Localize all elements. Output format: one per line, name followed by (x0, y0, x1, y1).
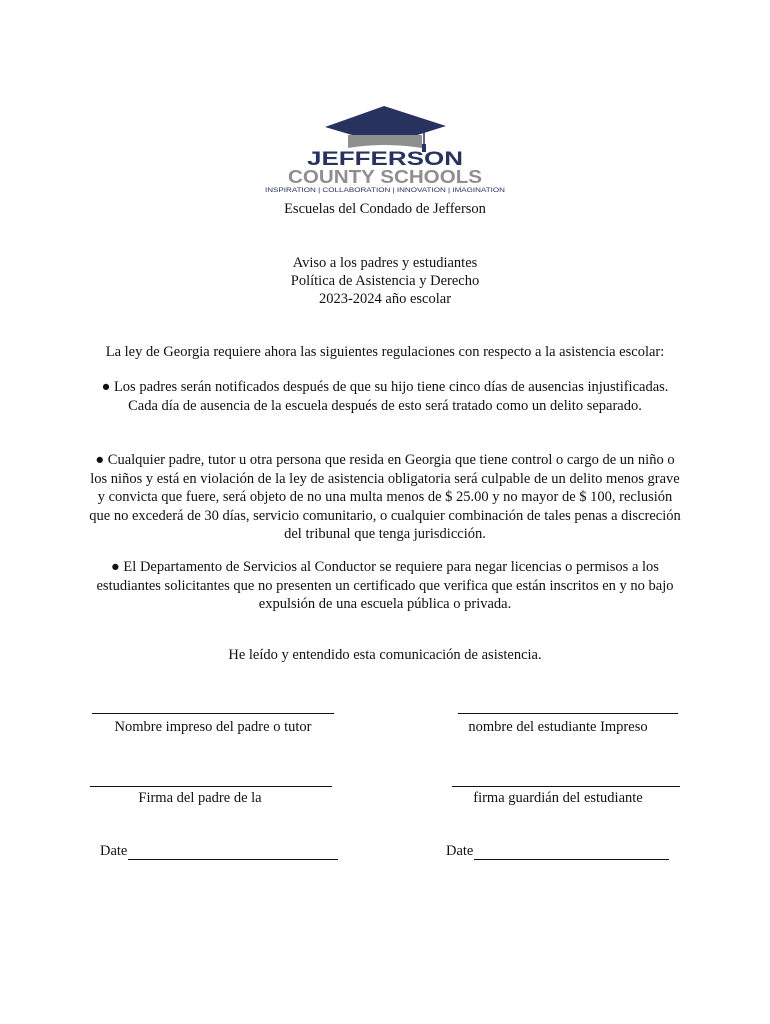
rule-paragraph-notification: ● Los padres serán notificados después de que su hijo tiene cinco días de ausencias injustificadas. Cada día de ausencia de la escuela después de esto será tratado como un delito separado. (101, 379, 669, 414)
policy-title: Política de Asistencia y Derecho (290, 273, 480, 289)
guardian-signature-label: firma guardián del estudiante (473, 790, 643, 806)
student-printed-name-line[interactable] (458, 713, 678, 714)
mortarboard-band (348, 135, 422, 148)
rule-paragraph-penalties: ● Cualquier padre, tutor u otra persona que resida en Georgia que tiene control o cargo de un niño o los niños y está en violación de la ley de asistencia obligatoria será culpable de un delito menos grave y convicta que fuere, será objeto de no una multa menos de $ 25.00 y no mayor de $ 100, reclusión que no excederá de 30 días, servicio comunitario, o cualquier combinación de tales penas a discreción del tribunal que tenga jurisdicción. (89, 452, 681, 542)
logo-tagline: INSPIRATION | COLLABORATION | INNOVATION | IMAGINATION (265, 188, 505, 194)
guardian-signature-line[interactable] (452, 786, 680, 787)
notice-title-block (0, 254, 770, 308)
school-name: Escuelas del Condado de Jefferson (284, 201, 486, 217)
school-logo (262, 104, 508, 196)
logo-line1: JEFFERSON (307, 149, 463, 170)
parent-signature-line[interactable] (90, 786, 332, 787)
date-label-left: Date (100, 843, 128, 859)
parent-printed-name-line[interactable] (92, 713, 334, 714)
date-blank-right[interactable] (474, 845, 669, 860)
date-label-right: Date (446, 843, 474, 859)
student-printed-name-label: nombre del estudiante Impreso (468, 719, 648, 735)
school-year: 2023-2024 año escolar (318, 291, 452, 307)
date-blank-left[interactable] (128, 845, 338, 860)
date-field-left[interactable] (100, 843, 338, 860)
logo-line2: COUNTY SCHOOLS (288, 167, 482, 187)
acknowledgement-statement: He leído y entendido esta comunicación de asistencia. (228, 647, 542, 663)
notice-title: Aviso a los padres y estudiantes (292, 255, 478, 271)
parent-signature-label: Firma del padre de la (138, 790, 262, 806)
rule-paragraph-driver-services: ● El Departamento de Servicios al Conductor se requiere para negar licencias o permisos a los estudiantes solicitantes que no presenten un certificado que verifica que están inscritos en y no bajo expulsión de una escuela pública o privada. (96, 559, 674, 612)
intro-paragraph: La ley de Georgia requiere ahora las siguientes regulaciones con respecto a la asistencia escolar: (105, 344, 665, 360)
date-field-right[interactable] (446, 843, 669, 860)
parent-printed-name-label: Nombre impreso del padre o tutor (114, 719, 312, 735)
